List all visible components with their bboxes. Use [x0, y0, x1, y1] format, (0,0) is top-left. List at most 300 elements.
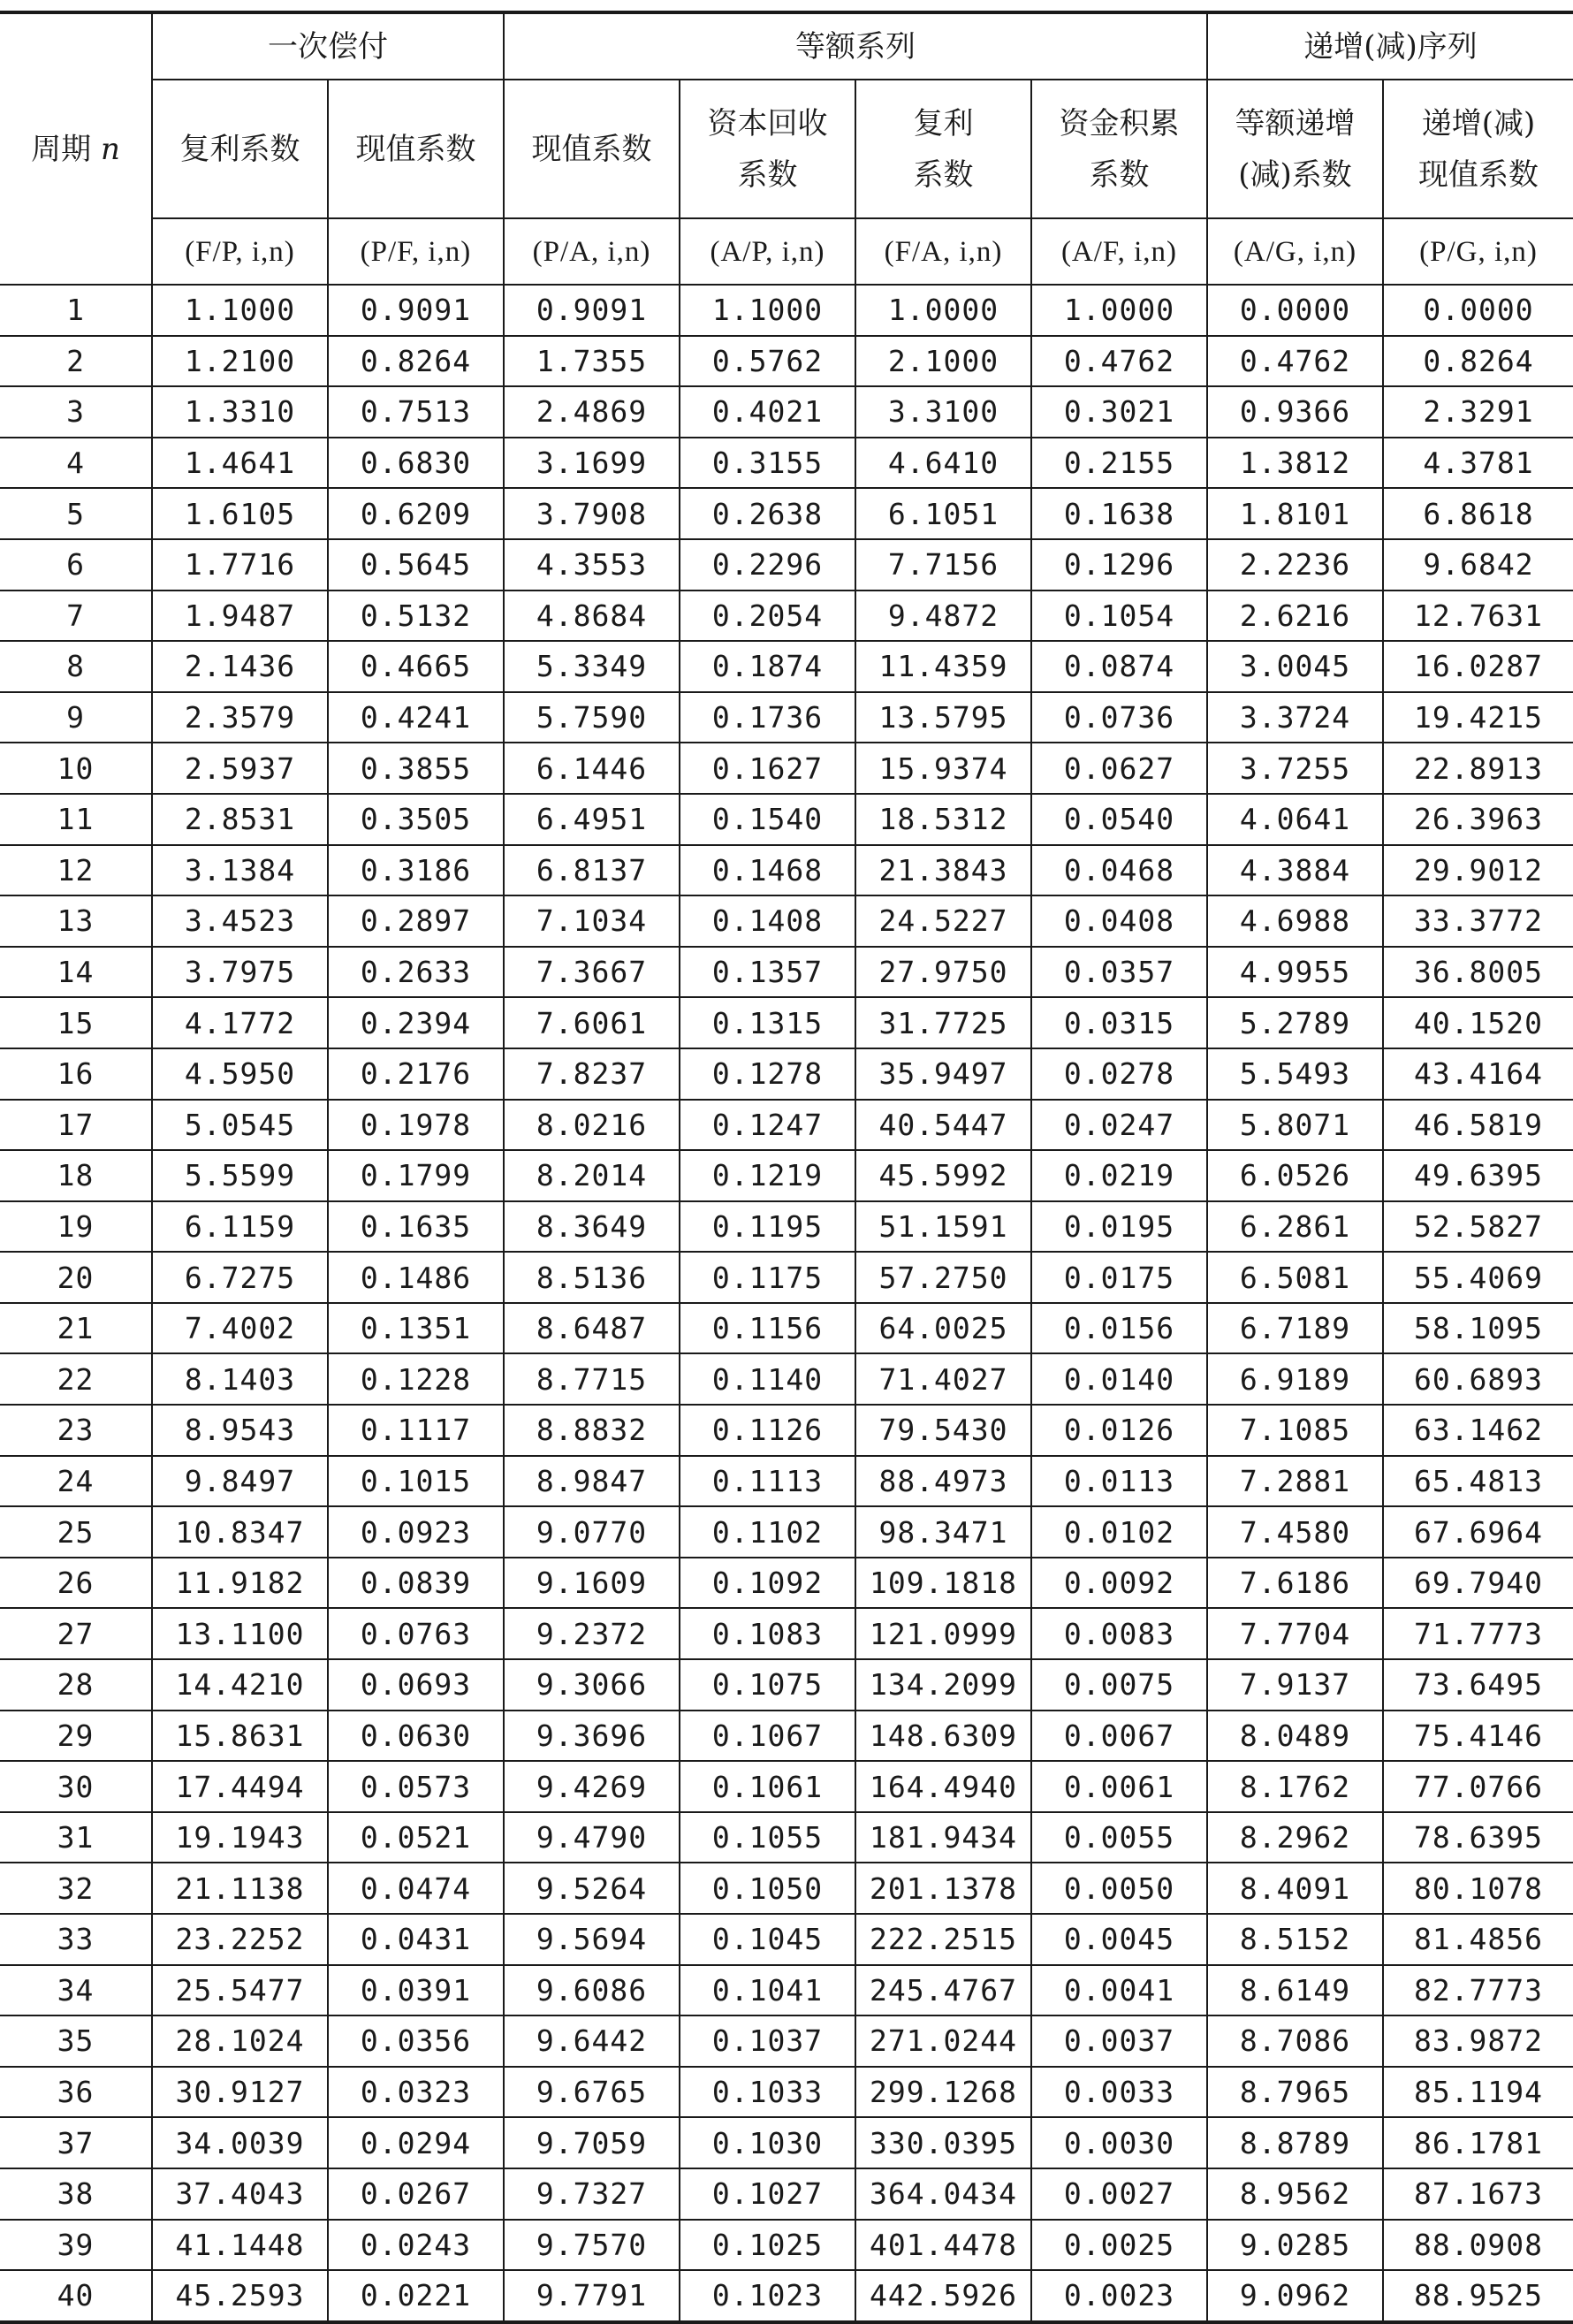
factor-cell: 0.1061: [680, 1761, 855, 1812]
period-cell: 40: [0, 2270, 152, 2322]
table-row: [0, 1353, 1573, 1405]
period-cell: 34: [0, 1965, 152, 2016]
interest-factor-table: [0, 11, 1573, 2324]
factor-cell: 164.4940: [855, 1761, 1031, 1812]
factor-cell: 0.9366: [1207, 386, 1383, 438]
factor-cell: 0.0000: [1383, 285, 1573, 336]
table-row: [0, 2067, 1573, 2118]
factor-cell: 0.9091: [328, 285, 504, 336]
factor-cell: 30.9127: [152, 2067, 328, 2118]
table-row: [0, 2168, 1573, 2220]
factor-cell: 0.0037: [1031, 2015, 1207, 2067]
factor-cell: 0.8264: [1383, 336, 1573, 387]
table-row: [0, 1659, 1573, 1711]
factor-cell: 0.0067: [1031, 1711, 1207, 1762]
factor-cell: 45.5992: [855, 1150, 1031, 1201]
factor-cell: 4.3553: [504, 539, 680, 591]
factor-cell: 40.1520: [1383, 997, 1573, 1048]
factor-cell: 6.7189: [1207, 1303, 1383, 1354]
period-cell: 29: [0, 1711, 152, 1762]
period-cell: 25: [0, 1506, 152, 1558]
factor-cell: 0.0092: [1031, 1558, 1207, 1609]
factor-cell: 4.5950: [152, 1048, 328, 1100]
factor-cell: 5.5599: [152, 1150, 328, 1201]
factor-cell: 134.2099: [855, 1659, 1031, 1711]
factor-cell: 40.5447: [855, 1100, 1031, 1151]
factor-cell: 0.1054: [1031, 591, 1207, 642]
factor-cell: 0.0243: [328, 2220, 504, 2271]
factor-cell: 69.7940: [1383, 1558, 1573, 1609]
factor-cell: 4.0641: [1207, 794, 1383, 845]
table-row: [0, 1965, 1573, 2016]
factor-cell: 0.1126: [680, 1405, 855, 1456]
factor-cell: 0.0323: [328, 2067, 504, 2118]
factor-cell: 9.5694: [504, 1914, 680, 1965]
factor-cell: 9.0962: [1207, 2270, 1383, 2322]
factor-cell: 35.9497: [855, 1048, 1031, 1100]
factor-cell: 8.9562: [1207, 2168, 1383, 2220]
period-cell: 15: [0, 997, 152, 1048]
factor-cell: 8.2962: [1207, 1812, 1383, 1863]
factor-cell: 4.3781: [1383, 438, 1573, 489]
factor-cell: 19.1943: [152, 1812, 328, 1863]
factor-cell: 0.1195: [680, 1201, 855, 1253]
factor-cell: 9.6086: [504, 1965, 680, 2016]
factor-cell: 71.4027: [855, 1353, 1031, 1405]
factor-cell: 5.0545: [152, 1100, 328, 1151]
factor-cell: 4.8684: [504, 591, 680, 642]
factor-cell: 181.9434: [855, 1812, 1031, 1863]
table-row: [0, 1303, 1573, 1354]
factor-cell: 6.7275: [152, 1252, 328, 1303]
period-cell: 10: [0, 743, 152, 794]
factor-cell: 55.4069: [1383, 1252, 1573, 1303]
period-cell: 20: [0, 1252, 152, 1303]
table-row: [0, 895, 1573, 947]
factor-cell: 6.0526: [1207, 1150, 1383, 1201]
factor-cell: 83.9872: [1383, 2015, 1573, 2067]
factor-cell: 7.7704: [1207, 1608, 1383, 1659]
factor-cell: 12.7631: [1383, 591, 1573, 642]
factor-cell: 0.3505: [328, 794, 504, 845]
factor-cell: 8.6149: [1207, 1965, 1383, 2016]
factor-cell: 8.4091: [1207, 1863, 1383, 1914]
factor-cell: 0.1015: [328, 1456, 504, 1507]
column-header: 等额递增 (减)系数: [1207, 80, 1383, 218]
period-cell: 38: [0, 2168, 152, 2220]
factor-cell: 0.0431: [328, 1914, 504, 1965]
factor-cell: 0.4762: [1031, 336, 1207, 387]
factor-cell: 8.1762: [1207, 1761, 1383, 1812]
table-row: [0, 438, 1573, 489]
period-cell: 31: [0, 1812, 152, 1863]
factor-cell: 67.6964: [1383, 1506, 1573, 1558]
factor-cell: 0.0736: [1031, 692, 1207, 743]
factor-cell: 0.0023: [1031, 2270, 1207, 2322]
factor-cell: 0.0102: [1031, 1506, 1207, 1558]
period-cell: 11: [0, 794, 152, 845]
factor-cell: 0.1083: [680, 1608, 855, 1659]
factor-cell: 9.3066: [504, 1659, 680, 1711]
factor-cell: 0.0041: [1031, 1965, 1207, 2016]
factor-cell: 6.4951: [504, 794, 680, 845]
factor-cell: 6.8137: [504, 845, 680, 896]
group-header: 一次偿付: [152, 12, 504, 80]
factor-cell: 0.2155: [1031, 438, 1207, 489]
factor-cell: 0.2633: [328, 947, 504, 998]
factor-cell: 9.6842: [1383, 539, 1573, 591]
factor-cell: 0.1874: [680, 641, 855, 692]
factor-cell: 2.4869: [504, 386, 680, 438]
period-cell: 4: [0, 438, 152, 489]
factor-cell: 0.0247: [1031, 1100, 1207, 1151]
factor-cell: 6.1051: [855, 488, 1031, 539]
period-cell: 18: [0, 1150, 152, 1201]
factor-cell: 7.4580: [1207, 1506, 1383, 1558]
factor-cell: 0.1050: [680, 1863, 855, 1914]
factor-cell: 11.4359: [855, 641, 1031, 692]
factor-cell: 0.1278: [680, 1048, 855, 1100]
factor-cell: 0.0030: [1031, 2117, 1207, 2168]
factor-cell: 0.0693: [328, 1659, 504, 1711]
factor-cell: 85.1194: [1383, 2067, 1573, 2118]
factor-cell: 0.0839: [328, 1558, 504, 1609]
factor-cell: 0.1075: [680, 1659, 855, 1711]
factor-cell: 109.1818: [855, 1558, 1031, 1609]
period-cell: 26: [0, 1558, 152, 1609]
factor-cell: 0.1638: [1031, 488, 1207, 539]
factor-cell: 7.2881: [1207, 1456, 1383, 1507]
factor-cell: 0.0357: [1031, 947, 1207, 998]
factor-cell: 77.0766: [1383, 1761, 1573, 1812]
factor-cell: 0.4241: [328, 692, 504, 743]
table-row: [0, 2270, 1573, 2322]
factor-cell: 0.1117: [328, 1405, 504, 1456]
factor-cell: 0.1627: [680, 743, 855, 794]
factor-cell: 0.1978: [328, 1100, 504, 1151]
factor-cell: 0.0294: [328, 2117, 504, 2168]
factor-cell: 6.8618: [1383, 488, 1573, 539]
factor-cell: 63.1462: [1383, 1405, 1573, 1456]
period-cell: 23: [0, 1405, 152, 1456]
factor-cell: 4.3884: [1207, 845, 1383, 896]
factor-cell: 0.0075: [1031, 1659, 1207, 1711]
factor-cell: 0.0521: [328, 1812, 504, 1863]
factor-cell: 0.0627: [1031, 743, 1207, 794]
factor-cell: 15.8631: [152, 1711, 328, 1762]
factor-cell: 9.3696: [504, 1711, 680, 1762]
column-notation: (A/G, i,n): [1207, 218, 1383, 285]
period-cell: 32: [0, 1863, 152, 1914]
factor-cell: 5.3349: [504, 641, 680, 692]
factor-cell: 7.6061: [504, 997, 680, 1048]
table-row: [0, 641, 1573, 692]
factor-cell: 8.0489: [1207, 1711, 1383, 1762]
column-notation: (A/P, i,n): [680, 218, 855, 285]
factor-cell: 13.5795: [855, 692, 1031, 743]
table-row: [0, 794, 1573, 845]
factor-cell: 0.2638: [680, 488, 855, 539]
factor-cell: 0.0083: [1031, 1608, 1207, 1659]
period-cell: 24: [0, 1456, 152, 1507]
factor-cell: 0.0219: [1031, 1150, 1207, 1201]
factor-cell: 9.6765: [504, 2067, 680, 2118]
factor-cell: 8.5152: [1207, 1914, 1383, 1965]
factor-cell: 6.1446: [504, 743, 680, 794]
factor-cell: 1.1000: [680, 285, 855, 336]
factor-cell: 21.1138: [152, 1863, 328, 1914]
period-cell: 28: [0, 1659, 152, 1711]
factor-cell: 222.2515: [855, 1914, 1031, 1965]
factor-cell: 0.0175: [1031, 1252, 1207, 1303]
factor-cell: 0.1156: [680, 1303, 855, 1354]
period-cell: 5: [0, 488, 152, 539]
factor-cell: 0.3855: [328, 743, 504, 794]
column-header: 递增(减) 现值系数: [1383, 80, 1573, 218]
factor-cell: 0.1113: [680, 1456, 855, 1507]
factor-cell: 9.7327: [504, 2168, 680, 2220]
factor-cell: 0.1055: [680, 1812, 855, 1863]
table-row: [0, 947, 1573, 998]
factor-cell: 8.9847: [504, 1456, 680, 1507]
factor-cell: 0.2296: [680, 539, 855, 591]
factor-cell: 442.5926: [855, 2270, 1031, 2322]
factor-cell: 2.2236: [1207, 539, 1383, 591]
factor-cell: 4.6988: [1207, 895, 1383, 947]
factor-cell: 82.7773: [1383, 1965, 1573, 2016]
factor-cell: 0.1041: [680, 1965, 855, 2016]
factor-cell: 0.0356: [328, 2015, 504, 2067]
factor-cell: 9.0285: [1207, 2220, 1383, 2271]
factor-cell: 0.1247: [680, 1100, 855, 1151]
factor-cell: 0.1635: [328, 1201, 504, 1253]
factor-cell: 3.7255: [1207, 743, 1383, 794]
factor-cell: 0.1357: [680, 947, 855, 998]
factor-cell: 0.1030: [680, 2117, 855, 2168]
period-cell: 19: [0, 1201, 152, 1253]
factor-cell: 0.3155: [680, 438, 855, 489]
factor-cell: 0.1408: [680, 895, 855, 947]
factor-cell: 0.0267: [328, 2168, 504, 2220]
table-row: [0, 2220, 1573, 2271]
factor-cell: 0.1092: [680, 1558, 855, 1609]
factor-cell: 0.9091: [504, 285, 680, 336]
factor-cell: 0.0126: [1031, 1405, 1207, 1456]
factor-cell: 23.2252: [152, 1914, 328, 1965]
factor-cell: 0.0025: [1031, 2220, 1207, 2271]
table-row: [0, 285, 1573, 336]
factor-cell: 8.7715: [504, 1353, 680, 1405]
table-row: [0, 1608, 1573, 1659]
factor-cell: 57.2750: [855, 1252, 1031, 1303]
factor-cell: 14.4210: [152, 1659, 328, 1711]
factor-cell: 81.4856: [1383, 1914, 1573, 1965]
column-header: 资金积累 系数: [1031, 80, 1207, 218]
factor-cell: 2.6216: [1207, 591, 1383, 642]
table-row: [0, 1711, 1573, 1762]
factor-cell: 3.7975: [152, 947, 328, 998]
factor-cell: 330.0395: [855, 2117, 1031, 2168]
factor-cell: 8.9543: [152, 1405, 328, 1456]
factor-cell: 8.5136: [504, 1252, 680, 1303]
factor-cell: 0.6830: [328, 438, 504, 489]
factor-cell: 201.1378: [855, 1863, 1031, 1914]
factor-cell: 5.7590: [504, 692, 680, 743]
factor-cell: 2.3291: [1383, 386, 1573, 438]
factor-cell: 2.8531: [152, 794, 328, 845]
factor-cell: 29.9012: [1383, 845, 1573, 896]
factor-cell: 0.1102: [680, 1506, 855, 1558]
factor-cell: 6.2861: [1207, 1201, 1383, 1253]
column-notation: (F/P, i,n): [152, 218, 328, 285]
factor-cell: 18.5312: [855, 794, 1031, 845]
factor-cell: 75.4146: [1383, 1711, 1573, 1762]
factor-cell: 37.4043: [152, 2168, 328, 2220]
factor-cell: 7.4002: [152, 1303, 328, 1354]
period-cell: 12: [0, 845, 152, 896]
factor-cell: 0.1736: [680, 692, 855, 743]
factor-cell: 19.4215: [1383, 692, 1573, 743]
factor-cell: 45.2593: [152, 2270, 328, 2322]
factor-cell: 8.6487: [504, 1303, 680, 1354]
table-row: [0, 1812, 1573, 1863]
period-cell: 33: [0, 1914, 152, 1965]
period-cell: 22: [0, 1353, 152, 1405]
factor-cell: 8.7086: [1207, 2015, 1383, 2067]
factor-cell: 34.0039: [152, 2117, 328, 2168]
factor-cell: 16.0287: [1383, 641, 1573, 692]
group-header: 递增(减)序列: [1207, 12, 1573, 80]
table-row: [0, 1201, 1573, 1253]
factor-cell: 0.0050: [1031, 1863, 1207, 1914]
factor-cell: 0.2054: [680, 591, 855, 642]
factor-cell: 78.6395: [1383, 1812, 1573, 1863]
factor-cell: 3.3100: [855, 386, 1031, 438]
factor-cell: 0.0061: [1031, 1761, 1207, 1812]
factor-cell: 52.5827: [1383, 1201, 1573, 1253]
factor-cell: 9.6442: [504, 2015, 680, 2067]
factor-cell: 88.4973: [855, 1456, 1031, 1507]
table-body: [0, 285, 1573, 2322]
period-cell: 39: [0, 2220, 152, 2271]
factor-cell: 9.8497: [152, 1456, 328, 1507]
factor-cell: 43.4164: [1383, 1048, 1573, 1100]
factor-cell: 0.0763: [328, 1608, 504, 1659]
factor-cell: 0.1799: [328, 1150, 504, 1201]
factor-cell: 7.6186: [1207, 1558, 1383, 1609]
factor-cell: 49.6395: [1383, 1150, 1573, 1201]
table-row: [0, 2015, 1573, 2067]
factor-cell: 7.9137: [1207, 1659, 1383, 1711]
factor-cell: 28.1024: [152, 2015, 328, 2067]
factor-cell: 0.0055: [1031, 1812, 1207, 1863]
factor-cell: 10.8347: [152, 1506, 328, 1558]
factor-cell: 27.9750: [855, 947, 1031, 998]
factor-cell: 87.1673: [1383, 2168, 1573, 2220]
factor-cell: 0.8264: [328, 336, 504, 387]
factor-cell: 0.0221: [328, 2270, 504, 2322]
period-cell: 27: [0, 1608, 152, 1659]
factor-cell: 15.9374: [855, 743, 1031, 794]
factor-cell: 5.8071: [1207, 1100, 1383, 1151]
column-notation: (P/F, i,n): [328, 218, 504, 285]
factor-cell: 0.4021: [680, 386, 855, 438]
factor-cell: 0.1037: [680, 2015, 855, 2067]
factor-cell: 6.9189: [1207, 1353, 1383, 1405]
factor-cell: 7.1034: [504, 895, 680, 947]
period-cell: 17: [0, 1100, 152, 1151]
factor-cell: 86.1781: [1383, 2117, 1573, 2168]
column-header: 现值系数: [504, 80, 680, 218]
period-cell: 1: [0, 285, 152, 336]
period-cell: 36: [0, 2067, 152, 2118]
factor-cell: 80.1078: [1383, 1863, 1573, 1914]
factor-cell: 1.2100: [152, 336, 328, 387]
factor-cell: 2.3579: [152, 692, 328, 743]
factor-cell: 9.4790: [504, 1812, 680, 1863]
period-cell: 21: [0, 1303, 152, 1354]
factor-cell: 271.0244: [855, 2015, 1031, 2067]
factor-cell: 9.5264: [504, 1863, 680, 1914]
table-row: [0, 997, 1573, 1048]
column-header: 复利系数: [152, 80, 328, 218]
period-cell: 2: [0, 336, 152, 387]
factor-cell: 7.3667: [504, 947, 680, 998]
factor-cell: 3.4523: [152, 895, 328, 947]
table-row: [0, 539, 1573, 591]
factor-cell: 0.1486: [328, 1252, 504, 1303]
period-cell: 35: [0, 2015, 152, 2067]
period-cell: 9: [0, 692, 152, 743]
factor-cell: 8.1403: [152, 1353, 328, 1405]
factor-cell: 4.1772: [152, 997, 328, 1048]
factor-cell: 9.7791: [504, 2270, 680, 2322]
table-row: [0, 386, 1573, 438]
factor-cell: 0.1296: [1031, 539, 1207, 591]
factor-cell: 31.7725: [855, 997, 1031, 1048]
factor-cell: 88.0908: [1383, 2220, 1573, 2271]
table-row: [0, 591, 1573, 642]
period-cell: 14: [0, 947, 152, 998]
factor-cell: 0.1228: [328, 1353, 504, 1405]
factor-cell: 3.0045: [1207, 641, 1383, 692]
table-row: [0, 1150, 1573, 1201]
factor-cell: 17.4494: [152, 1761, 328, 1812]
table-row: [0, 488, 1573, 539]
table-row: [0, 336, 1573, 387]
factor-cell: 51.1591: [855, 1201, 1031, 1253]
factor-cell: 9.4269: [504, 1761, 680, 1812]
table-row: [0, 1100, 1573, 1151]
column-notation: (P/G, i,n): [1383, 218, 1573, 285]
factor-cell: 3.1699: [504, 438, 680, 489]
table-row: [0, 692, 1573, 743]
factor-cell: 0.0315: [1031, 997, 1207, 1048]
factor-cell: 9.4872: [855, 591, 1031, 642]
factor-cell: 0.0630: [328, 1711, 504, 1762]
factor-cell: 0.0923: [328, 1506, 504, 1558]
table-row: [0, 1405, 1573, 1456]
factor-cell: 0.1067: [680, 1711, 855, 1762]
factor-cell: 21.3843: [855, 845, 1031, 896]
factor-cell: 7.7156: [855, 539, 1031, 591]
factor-cell: 0.1027: [680, 2168, 855, 2220]
factor-cell: 9.0770: [504, 1506, 680, 1558]
factor-cell: 24.5227: [855, 895, 1031, 947]
period-cell: 6: [0, 539, 152, 591]
factor-cell: 0.7513: [328, 386, 504, 438]
factor-cell: 6.1159: [152, 1201, 328, 1253]
